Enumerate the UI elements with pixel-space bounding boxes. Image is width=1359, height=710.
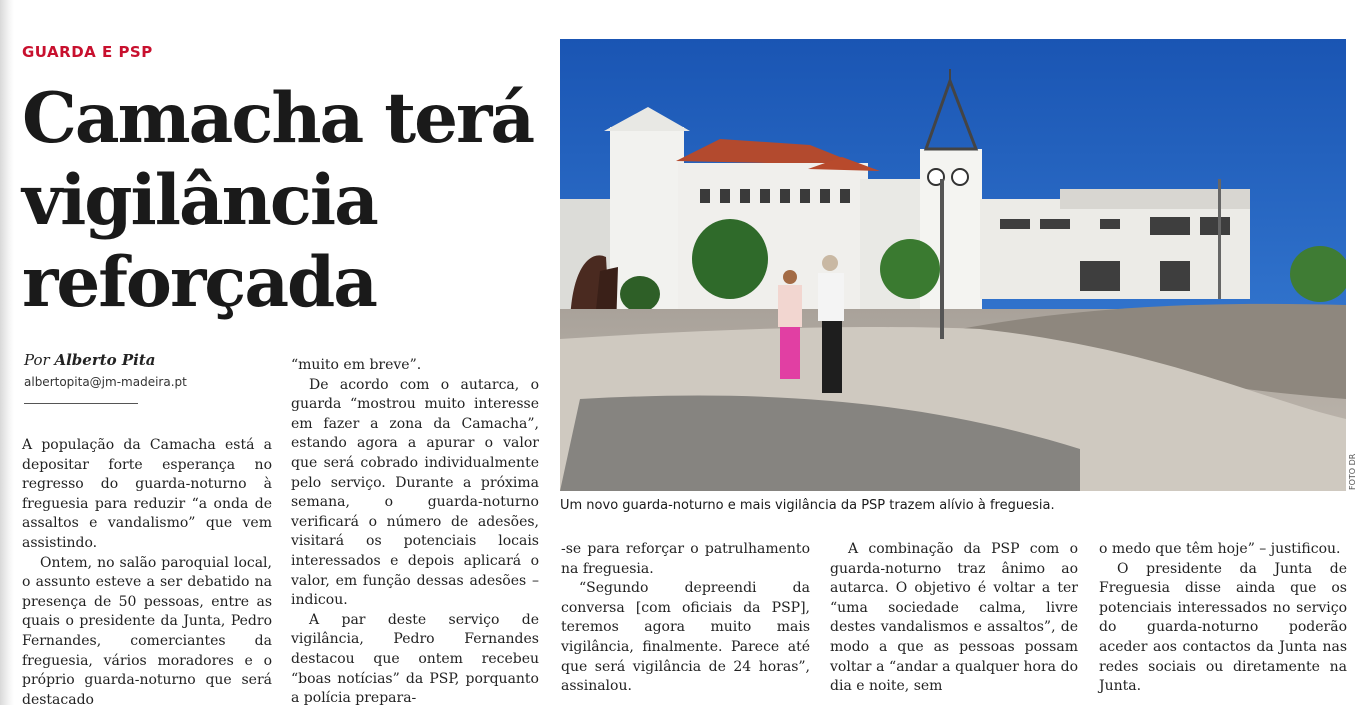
paragraph: A população da Camacha está a depositar forte esperança no regresso do guarda-noturno à freguesia para reduzir “a onda de assaltos e vandalismo” que vem assistindo. bbox=[22, 437, 272, 551]
byline-prefix: Por bbox=[24, 351, 50, 369]
paragraph: -se para reforçar o patrulhamento na freguesia. bbox=[561, 541, 810, 577]
headline-line-3: reforçada bbox=[22, 242, 376, 323]
headline bbox=[22, 78, 542, 324]
paragraph: “muito em breve”. bbox=[291, 357, 422, 373]
author-email: albertopita@jm-madeira.pt bbox=[24, 375, 187, 389]
byline-author: Alberto Pita bbox=[54, 351, 156, 369]
body-column-4 bbox=[830, 540, 1078, 697]
article-photo bbox=[560, 39, 1346, 491]
body-column-3 bbox=[561, 540, 810, 697]
headline-line-1: Camacha terá bbox=[22, 78, 534, 159]
paragraph: o medo que têm hoje” – justificou. bbox=[1099, 541, 1341, 557]
body-column-5 bbox=[1099, 540, 1347, 697]
paragraph: O presidente da Junta de Freguesia disse ainda que os potenciais interessados no serviço do guarda-noturno poderão aceder aos contactos da Junta nas redes sociais ou diretamente na Junta. bbox=[1099, 560, 1347, 695]
paragraph: Ontem, no salão paroquial local, o assunto esteve a ser debatido na presença de 50 pessoas, entre as quais o presidente da Junta, Pedro Fernandes, comerciantes da freguesia, vários moradores e o próprio guarda-noturno que será destacado bbox=[22, 554, 272, 708]
page-gutter-shadow bbox=[0, 0, 14, 705]
section-label: GUARDA E PSP bbox=[22, 43, 153, 61]
paragraph: A par deste serviço de vigilância, Pedro Fernandes destacou que ontem recebeu “boas notícias” da PSP, porquanto a polícia prepara- bbox=[291, 611, 539, 707]
photo-credit: FOTO DR bbox=[1348, 453, 1357, 490]
byline-divider bbox=[24, 403, 138, 404]
body-column-1 bbox=[22, 436, 272, 710]
paragraph: De acordo com o autarca, o guarda “mostrou muito interesse em fazer a zona da Camacha”, estando agora a apurar o valor que será cobrado individualmente pelo serviço. Durante a próxima semana, o guarda-noturno verificará o número de adesões, visitará os potenciais locais interessados e depois aplicará o valor, em função dessas adesões – indicou. bbox=[291, 376, 539, 609]
body-column-2 bbox=[291, 356, 539, 709]
headline-line-2: vigilância bbox=[22, 160, 377, 241]
paragraph: “Segundo depreendi da conversa [com oficiais da PSP], teremos agora muito mais vigilância, finalmente. Parece até que será vigilância de 24 horas”, assinalou. bbox=[561, 580, 810, 695]
byline bbox=[24, 351, 156, 369]
paragraph: A combinação da PSP com o guarda-noturno traz ânimo ao autarca. O objetivo é voltar a ter “uma sociedade calma, livre destes vandalismos e assaltos”, de modo a que as pessoas possam voltar a “andar a qualquer hora do dia e noite, sem bbox=[830, 541, 1078, 695]
photo-caption: Um novo guarda-noturno e mais vigilância da PSP trazem alívio à freguesia. bbox=[560, 498, 1055, 513]
